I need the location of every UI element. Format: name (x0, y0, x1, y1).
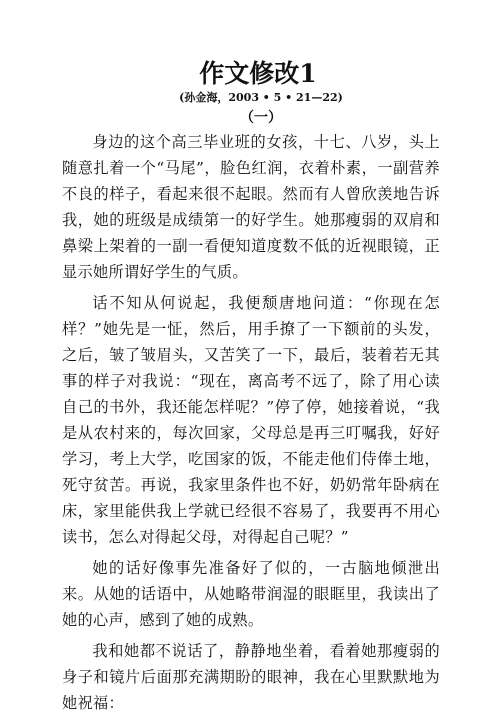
section-heading: （一） (240, 110, 282, 126)
paragraph-4: 我和她都不说话了，静静地坐着，看着她那瘦弱的身子和镜片后面那充满期盼的眼神，我在心里默默地为她祝福： (62, 642, 440, 712)
document-title: 作文修改1 (199, 59, 317, 88)
author-date-line: (孙金海，2003 • 5 • 21—22) (179, 91, 343, 104)
paragraph-2: 话不知从何说起，我便颓唐地问道：“你现在怎样？”她先是一怔，然后，用手撩了一下额前的头发，之后，皱了皱眉头，又苦笑了一下，最后，装着若无其事的样子对我说：“现在，离高考不远了，除了用心读自己的书外，我还能怎样呢？”停了停，她接着说，“我是从农村来的，每次回家，父母总是再三叮嘱我，好好学习，考上大学，吃国家的饭，不能走他们侍俸土地，死守贫苦。再说，我家里条件也不好，奶奶常年卧病在床，家里能供我上学就已经很不容易了，我要再不用心读书，怎么对得起父母，对得起自己呢？” (62, 294, 440, 546)
paragraph-3: 她的话好像事先准备好了似的，一古脑地倾泄出来。从她的话语中，从她略带润湿的眼眶里，我读出了她的心声，感到了她的成熟。 (62, 559, 440, 629)
paragraph-1: 身边的这个高三毕业班的女孩，十七、八岁，头上随意扎着一个“马尾”，脸色红润，衣着朴素，一副营养不良的样子，看起来很不起眼。然而有人曾欣羡地告诉我，她的班级是成绩第一的好学生。她那瘦弱的双肩和鼻梁上架着的一副一看便知道度数不低的近视眼镜，正显示她所谓好学生的气质。 (62, 133, 440, 281)
